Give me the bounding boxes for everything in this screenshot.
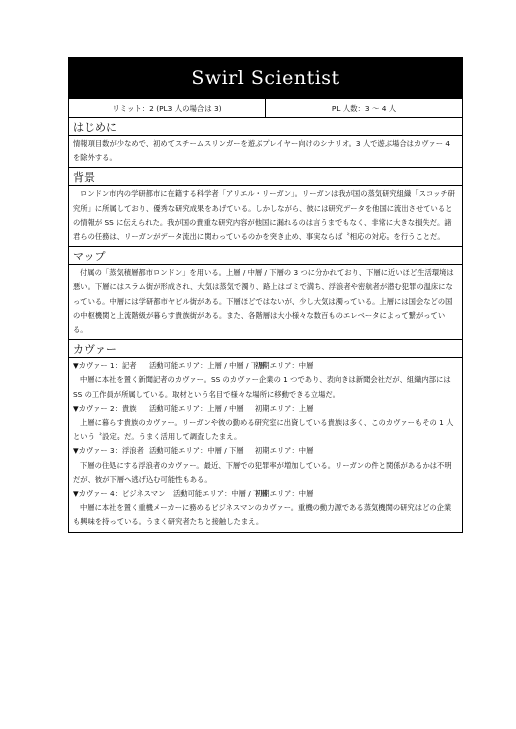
players-cell: PL 人数：3 ～ 4 人 — [265, 99, 462, 117]
map-heading: マップ — [68, 247, 463, 265]
cover-1-initial: 初期エリア：中層 — [255, 361, 314, 371]
cover-2-zone: 活動可能エリア：上層 / 中層 — [149, 403, 244, 413]
cover-1-name: ▼カヴァー 1：記者 — [73, 361, 137, 371]
covers-body — [68, 358, 463, 532]
cover-3-desc: 下層の住処にする浮浪者のカヴァー。最近、下層での犯罪率が増加している。リーガンの件と関係があるかは不明だが、彼が下層へ逃げ込む可能性もある。 — [73, 460, 452, 484]
cover-3-header — [73, 444, 458, 458]
limit-cell: リミット：2 (PL3 人の場合は 3) — [112, 103, 222, 113]
title-banner — [68, 57, 463, 99]
cover-3-zone: 活動可能エリア：中層 / 下層 — [149, 446, 244, 456]
intro-text: 情報項目数が少なめで、初めてスチームスリンガーを遊ぶプレイヤー向けのシナリオ。3 人で遊ぶ場合はカヴァー 4 を除外する。 — [73, 139, 451, 163]
covers-heading: カヴァー — [68, 340, 463, 358]
intro-body — [68, 136, 463, 168]
map-text: 付属の「蒸気積層都市ロンドン」を用いる。上層 / 中層 / 下層の 3 つに分かれており、下層に近いほど生活環境は悪い。下層にはスラム街が形成され、大気は蒸気で濁り、路上はゴミで満ち、浮浪者や密航者が潜む犯罪の温床になっている。中層には学研都市ヤビル街がある。下層ほどではないが、少し大気は濁っている。上層には国会などの国の中枢機関と上流階級が暮らす貴族街がある。また、各階層は大小様々な数百ものエレベータによって繋がっている。 — [73, 268, 454, 335]
cover-2-desc: 上層に暮らす貴族のカヴァー。リーガンや彼の勤める研究室に出資している貴族は多く、このカヴァーもその 1 人という〝設定〟だ。うまく活用して調査したまえ。 — [73, 418, 454, 442]
cover-1-desc: 中層に本社を置く新聞記者のカヴァー。SS のカヴァー企業の 1 つであり、表向きは新聞会社だが、組織内部には SS の工作員が所属している。取材という名目で様々な場所に移動できる立場だ。 — [73, 375, 451, 399]
cover-3-initial: 初期エリア：中層 — [255, 446, 314, 456]
cover-4-initial: 初期エリア：中層 — [255, 489, 314, 499]
cover-3-name: ▼カヴァー 3：浮浪者 — [73, 446, 144, 456]
cover-2-initial: 初期エリア：上層 — [255, 403, 314, 413]
intro-heading: はじめに — [68, 118, 463, 136]
cover-2-header — [73, 402, 458, 416]
cover-1-zone: 活動可能エリア：上層 / 中層 / 下層 — [149, 361, 266, 371]
info-row — [68, 99, 463, 118]
cover-4-desc: 中層に本社を置く重機メーカーに務めるビジネスマンのカヴァー。重機の動力源である蒸気機関の研究はどの企業も興味を持っている。うまく研究者たちと接触したまえ。 — [73, 503, 452, 527]
cover-4-header — [73, 487, 458, 501]
scenario-title: Swirl Scientist — [191, 67, 340, 89]
background-heading: 背景 — [68, 168, 463, 186]
cover-4-zone: 活動可能エリア：中層 / 下層 — [173, 489, 268, 499]
background-body — [68, 186, 463, 247]
cover-2-name: ▼カヴァー 2：貴族 — [73, 403, 137, 413]
map-body — [68, 265, 463, 340]
cover-1-header — [73, 359, 458, 373]
background-text: ロンドン市内の学研都市に在籍する科学者「アリエル・リーガン」。リーガンは我が国の蒸気研究組織「スコッチ研究所」に所属しており、優秀な研究成果をあげている。しかしながら、彼には研究データを他国に流出させているとの情報が SS に伝えられた。我が国の貴重な研究内容が他国に漏れるのは言うまでもなく、非常に大きな損失だ。諸君らの任務は、リーガンがデータ流出に関わっているのかを突き止め、事実ならば〝相応の対応〟を行うことだ。 — [73, 189, 455, 242]
scenario-sheet — [68, 57, 463, 533]
cover-4-name: ▼カヴァー 4：ビジネスマン — [73, 489, 166, 499]
